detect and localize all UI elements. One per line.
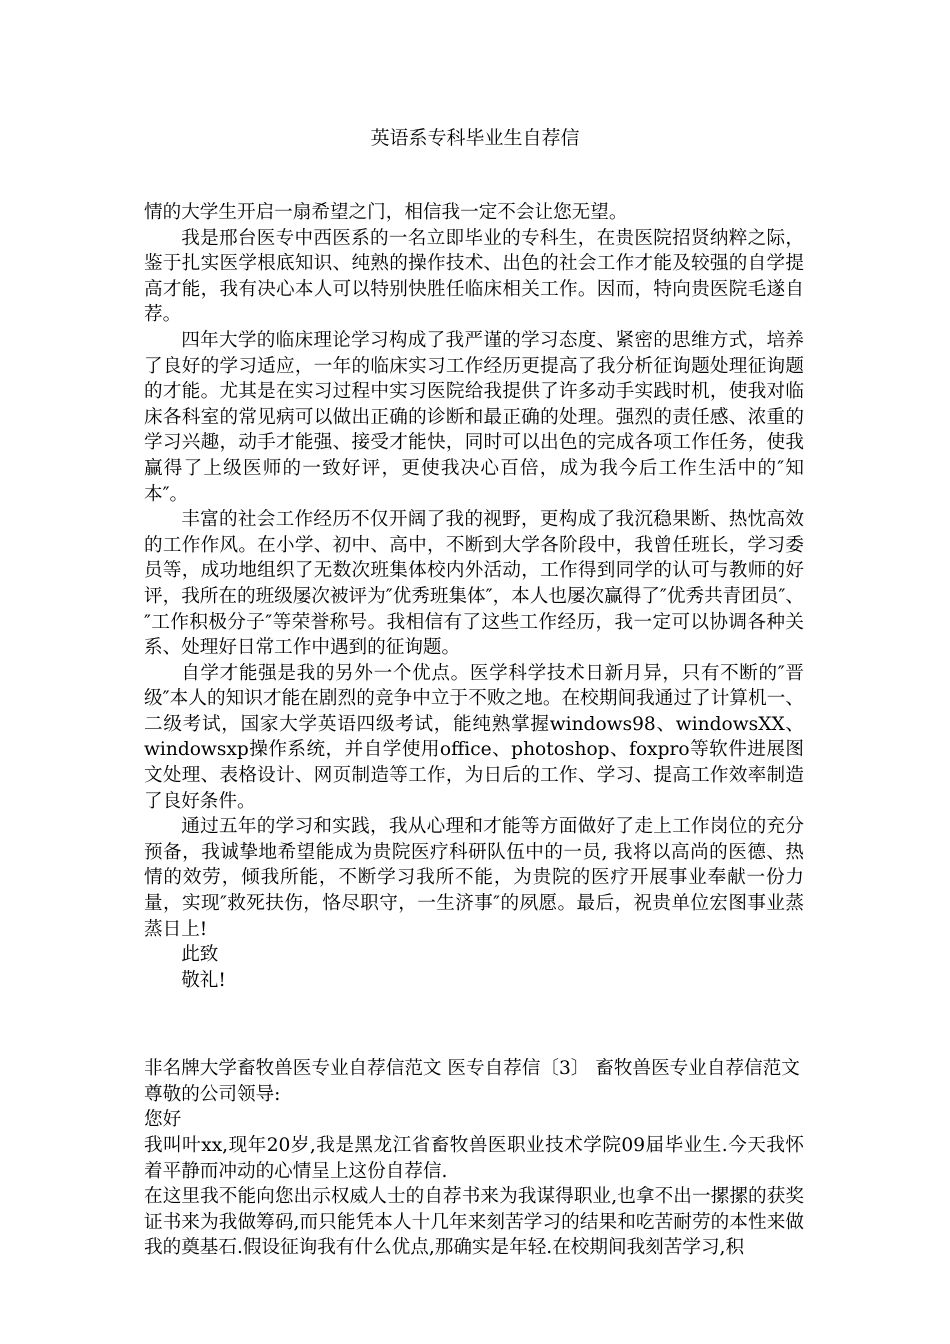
paragraph: 通过五年的学习和实践，我从心理和才能等方面做好了走上工作岗位的充分预备，我诚挚地希望能成为贵院医疗科研队伍中的一员, 我将以高尚的医德、热情的效劳，倾我所能，不断学习我所不能，为贵院的医疗开展事业奉献一份力量，实现″救死扶伤，恪尽职守，一生济事″的夙愿。最后，祝贵单位宏图事业蒸蒸日上! bbox=[144, 816, 804, 940]
paragraph: 我是邢台医专中西医系的一名立即毕业的专科生，在贵医院招贤纳粹之际，鉴于扎实医学根底知识、纯熟的操作技术、出色的社会工作才能及较强的自学提高才能，我有决心本人可以特别快胜任临床相关工作。因而，特向贵医院毛遂自荐。 bbox=[144, 227, 804, 326]
paragraph: 尊敬的公司领导: bbox=[144, 1083, 281, 1105]
paragraph: 此致 bbox=[181, 944, 219, 966]
paragraph: 敬礼! bbox=[181, 969, 226, 991]
document-title: 英语系专科毕业生自荐信 bbox=[370, 127, 580, 149]
paragraph: 四年大学的临床理论学习构成了我严谨的学习态度、紧密的思维方式，培养了良好的学习适应，一年的临床实习工作经历更提高了我分析征询题处理征询题的才能。尤其是在实习过程中实习医院给我提供了许多动手实践时机，使我对临床各科室的常见病可以做出正确的诊断和最正确的处理。强烈的责任感、浓重的学习兴趣，动手才能强、接受才能快，同时可以出色的完成各项工作任务，使我赢得了上级医师的一致好评，更使我决心百倍，成为我今后工作生活中的″知本″。 bbox=[144, 329, 804, 505]
blank-line bbox=[144, 1012, 804, 1038]
paragraph: 情的大学生开启一扇希望之门，相信我一定不会让您无望。 bbox=[144, 202, 628, 223]
paragraph: 您好 bbox=[144, 1109, 182, 1131]
paragraph: 在这里我不能向您出示权威人士的自荐书来为我谋得职业,也拿不出一摞摞的获奖证书来为我做筹码,而只能凭本人十几年来刻苦学习的结果和吃苦耐劳的本性来做我的奠基石.假设征询我有什么优点,那确实是年轻.在校期间我刻苦学习,积 bbox=[144, 1186, 804, 1259]
document-body bbox=[144, 200, 804, 1261]
paragraph: 自学才能强是我的另外一个优点。医学科学技术日新月异，只有不断的″晋级″本人的知识才能在剧烈的竞争中立于不败之地。在校期间我通过了计算机一、二级考试，国家大学英语四级考试，能纯熟掌握windows98、windowsXX、windowsxp操作系统，并自学使用office、photoshop、foxpro等软件进展图文处理、表格设计、网页制造等工作，为日后的工作、学习、提高工作效率制造了良好条件。 bbox=[144, 662, 804, 812]
paragraph: 我叫叶xx,现年20岁,我是黑龙江省畜牧兽医职业技术学院09届毕业生.今天我怀着平静而冲动的心情呈上这份自荐信. bbox=[144, 1134, 804, 1182]
paragraph: 丰富的社会工作经历不仅开阔了我的视野，更构成了我沉稳果断、热忱高效的工作作风。在小学、初中、高中，不断到大学各阶段中，我曾任班长，学习委员等，成功地组织了无数次班集体校内外活动，工作得到同学的认可与教师的好评，我所在的班级屡次被评为″优秀班集体″，本人也屡次赢得了″优秀共青团员″、″工作积极分子″等荣誉称号。我相信有了这些工作经历，我一定可以协调各种关系、处理好日常工作中遇到的征询题。 bbox=[144, 509, 804, 659]
paragraph: 非名牌大学畜牧兽医专业自荐信范文 医专自荐信〔3〕 畜牧兽医专业自荐信范文 bbox=[144, 1058, 800, 1080]
